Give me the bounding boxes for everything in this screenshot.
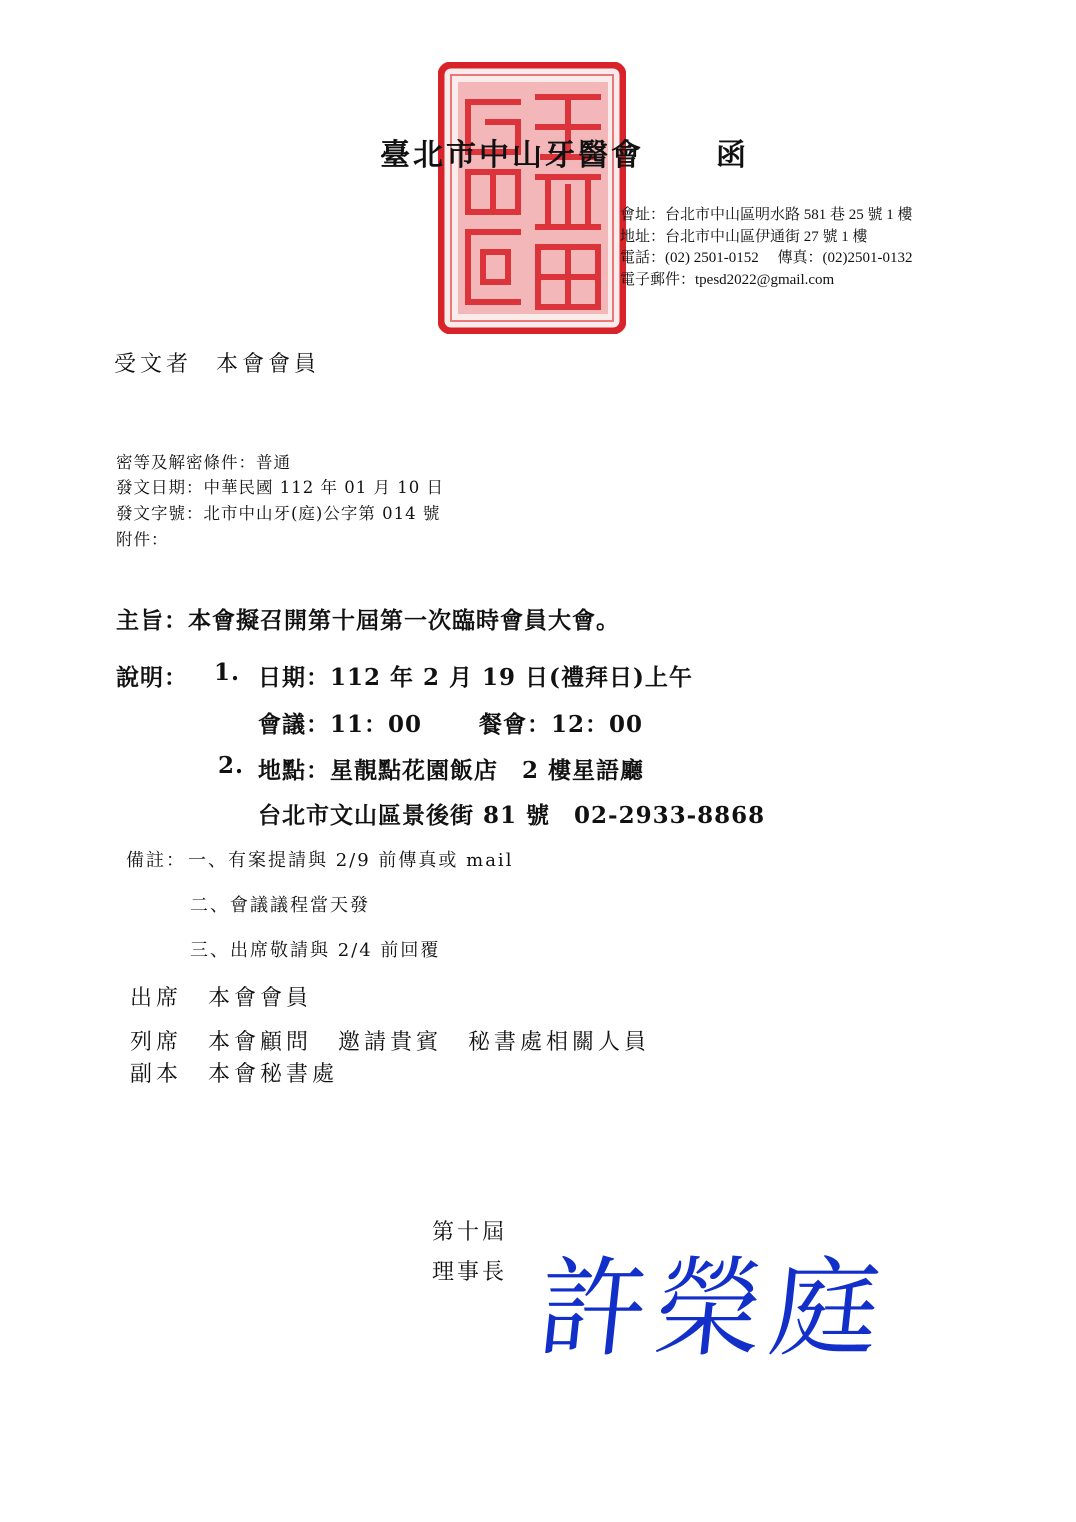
item-2-address: 台北市文山區景後街 81 號 02-2933-8868 <box>258 802 766 829</box>
subject: 主旨：本會擬召開第十屆第一次臨時會員大會。 <box>116 607 620 634</box>
address-line-1: 會址：台北市中山區明水路 581 巷 25 號 1 樓 <box>620 207 913 223</box>
seal-graphic <box>438 62 626 334</box>
org-name: 臺北市中山牙醫會 <box>380 138 644 173</box>
handwritten-signature: 許榮庭 <box>532 1247 894 1372</box>
item-1-number: 1. <box>214 659 241 686</box>
remark-1: 一、有案提請與 2/9 前傳真或 mail <box>188 850 514 871</box>
classification: 密等及解密條件：普通 <box>116 453 291 472</box>
explanation-label: 說明： <box>116 664 188 691</box>
recipient-label: 受文者 <box>114 352 193 377</box>
remarks-label: 備註： <box>126 850 186 871</box>
doc-number: 發文字號：北市中山牙(庭)公字第 014 號 <box>116 504 441 523</box>
attendees: 出席 本會會員 <box>130 986 313 1011</box>
document-title <box>380 130 749 174</box>
item-2-venue: 地點：星靚點花園飯店 2 樓星語廳 <box>258 757 645 784</box>
item-1-times: 會議：11：00 餐會：12：00 <box>258 711 644 738</box>
doc-type: 函 <box>716 138 749 173</box>
item-1-date: 日期：112 年 2 月 19 日(禮拜日)上午 <box>258 664 693 691</box>
signer-term: 第十屆 <box>432 1220 508 1245</box>
official-seal <box>438 62 626 334</box>
issue-date: 發文日期：中華民國 112 年 01 月 10 日 <box>116 478 444 497</box>
remark-2: 二、會議議程當天發 <box>190 895 370 916</box>
attachment: 附件： <box>116 530 169 549</box>
email-line: 電子郵件：tpesd2022@gmail.com <box>620 272 835 288</box>
signer-title: 理事長 <box>432 1260 508 1285</box>
copy-to: 副本 本會秘書處 <box>130 1062 339 1087</box>
phone-fax-line: 電話：(02) 2501-0152 傳真：(02)2501-0132 <box>620 250 913 266</box>
observers: 列席 本會顧問 邀請貴賓 秘書處相關人員 <box>130 1030 651 1055</box>
remark-3: 三、出席敬請與 2/4 前回覆 <box>190 940 441 961</box>
recipient <box>114 347 320 378</box>
recipient-value: 本會會員 <box>216 352 321 377</box>
item-2-number: 2. <box>218 752 245 779</box>
address-line-2: 地址：台北市中山區伊通街 27 號 1 樓 <box>620 229 868 245</box>
